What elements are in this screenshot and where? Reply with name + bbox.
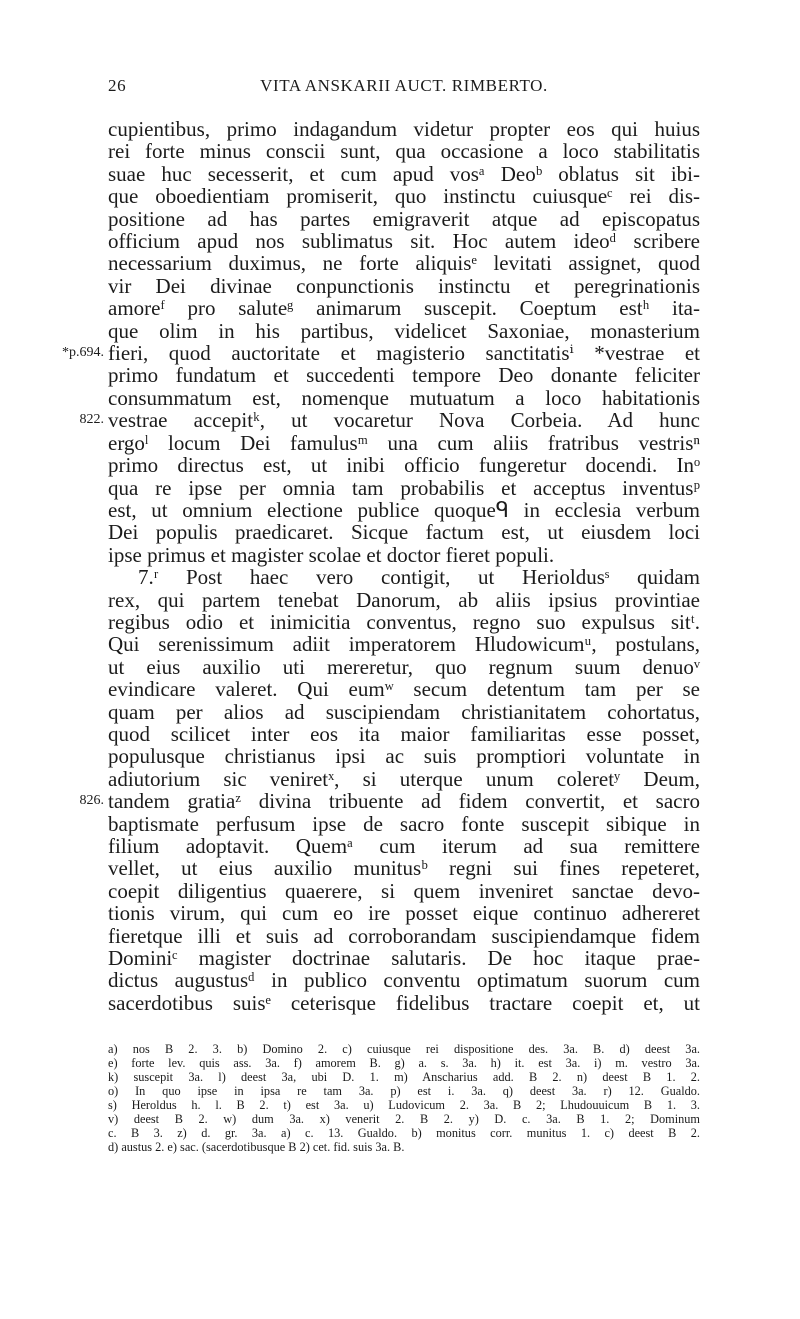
line-text: qua re ipse per omnia tam probabilis et acceptus inventusᵖ — [108, 475, 700, 500]
line-text: ergoˡ locum Dei famulusᵐ una cum aliis fratribus vestrisⁿ — [108, 430, 700, 455]
line-text: officium apud nos sublimatus sit. Hoc autem ideoᵈ scribere — [108, 229, 700, 254]
footnote-line: d) austus 2. e) sac. (sacerdotibusque B 2) cet. fid. suis 3a. B. — [108, 1140, 405, 1155]
line-text: dictus augustusᵈ in publico conventu optimatum suorum cum — [108, 968, 700, 993]
footnote-line: c. B 3. z) d. gr. 3a. a) c. 13. Gualdo. b) monitus corr. munitus 1. c) deest B 2. — [108, 1126, 700, 1141]
text-line — [108, 477, 700, 499]
line-text: cupientibus, primo indagandum videtur propter eos qui huius — [108, 117, 700, 141]
line-text: que oboedientiam promiserit, quo instinctu cuiusqueᶜ rei dis- — [108, 184, 700, 209]
line-text: primo fundatum et succedenti tempore Deo donante feliciter — [108, 363, 700, 388]
line-text: positione ad has partes emigraverit atque ad episcopatus — [108, 206, 700, 231]
footnotes — [108, 1042, 700, 1154]
text-line — [108, 768, 700, 790]
text-line — [108, 140, 700, 162]
text-line — [108, 701, 700, 723]
text-line — [108, 566, 700, 588]
line-text: consummatum est, nomenque mutuatum a loco habitationis — [108, 385, 700, 410]
line-text: baptismate perfusum ipse de sacro fonte suscepit sibique in — [108, 811, 700, 836]
text-line — [108, 297, 700, 319]
running-header — [108, 76, 700, 100]
text-line — [108, 364, 700, 386]
line-text: ipse primus et magister scolae et doctor fieret populi. — [108, 542, 555, 567]
text-line — [108, 118, 700, 140]
footnote-line: s) Heroldus h. l. B 2. t) est 3a. u) Ludovicum 2. 3a. B 2; Lhudouuicum B 1. 3. — [108, 1098, 700, 1113]
text-line — [108, 947, 700, 969]
line-text: Dominiᶜ magister doctrinae salutaris. De hoc itaque prae- — [108, 946, 700, 971]
text-line — [108, 992, 700, 1014]
line-text: tionis virum, qui cum eo ire posset eique continuo adhereret — [108, 901, 700, 926]
line-text: populusque christianus ipsi ac suis promptiori voluntate in — [108, 744, 700, 769]
line-text: primo directus est, ut inibi officio fungeretur docendi. Inᵒ — [108, 453, 700, 478]
footnote-line: o) In quo ipse in ipsa re tam 3a. p) est i. 3a. q) deest 3a. r) 12. Gualdo. — [108, 1084, 700, 1099]
line-text: rei forte minus conscii sunt, qua occasione a loco stabilitatis — [108, 139, 700, 164]
line-text: evindicare valeret. Qui eumʷ secum detentum tam per se — [108, 677, 700, 702]
footnote-line: k) suscepit 3a. l) deest 3a, ubi D. 1. m) Anscharius add. B 2. n) deest B 1. 2. — [108, 1070, 700, 1085]
line-text: quam per alios ad suscipiendam christianitatem cohortatus, — [108, 699, 700, 724]
main-text — [62, 117, 700, 1015]
text-line — [108, 880, 700, 902]
line-text: 7.ʳ Post haec vero contigit, ut Herioldusˢ quidam — [138, 565, 700, 590]
text-line — [108, 230, 700, 252]
text-line — [108, 969, 700, 991]
line-text: coepit diligentius quaerere, si quem inveniret sanctae devo- — [108, 878, 700, 903]
line-text: amoreᶠ pro saluteᵍ animarum suscepit. Coeptum estʰ ita- — [108, 296, 700, 321]
line-text: regibus odio et inimicitia conventus, regno suo expulsus sitᵗ. — [108, 609, 700, 634]
margin-note: 822. — [79, 412, 104, 428]
line-text: tandem gratiaᶻ divina tribuente ad fidem convertit, et sacro — [108, 789, 700, 814]
line-text: adiutorium sic veniretˣ, si uterque unum coleretʸ Deum, — [108, 766, 700, 791]
line-text: vellet, ut eius auxilio munitusᵇ regni sui fines repeteret, — [108, 856, 700, 881]
text-line — [108, 925, 700, 947]
text-line — [79, 789, 700, 814]
footnote-line: e) forte lev. quis ass. 3a. f) amorem B. g) a. s. 3a. h) it. est 3a. i) m. vestro 3a. — [108, 1056, 700, 1071]
line-text: vestrae accepitᵏ, ut vocaretur Nova Corbeia. Ad hunc — [108, 408, 700, 433]
text-line — [108, 521, 700, 543]
text-line — [108, 544, 700, 566]
text-line — [108, 589, 700, 611]
text-line — [108, 902, 700, 924]
text-line — [108, 678, 700, 700]
text-line — [108, 857, 700, 879]
text-line — [108, 320, 700, 342]
text-line — [108, 454, 700, 476]
line-text: ut eius auxilio uti mereretur, quo regnum suum denuoᵛ — [108, 654, 700, 679]
text-line — [108, 499, 700, 521]
line-text: vir Dei divinae conpunctionis instinctu et peregrinationis — [108, 273, 700, 298]
text-line — [108, 163, 700, 185]
page-number: 26 — [108, 76, 127, 95]
text-line — [108, 723, 700, 745]
line-text: filium adoptavit. Quemᵃ cum iterum ad sua remittere — [108, 834, 700, 858]
text-line — [79, 408, 700, 433]
line-text: suae huc secesserit, et cum apud vosᵃ Deoᵇ oblatus sit ibi- — [108, 161, 700, 186]
margin-note: *p.694. — [62, 345, 104, 361]
text-line — [108, 432, 700, 454]
text-line — [108, 633, 700, 655]
line-text: est, ut omnium electione publice quoqueᑫ in ecclesia verbum — [108, 497, 700, 522]
text-line — [108, 387, 700, 409]
line-text: que olim in his partibus, videlicet Saxoniae, monasterium — [108, 318, 700, 343]
text-line — [108, 252, 700, 274]
text-line — [108, 835, 700, 857]
text-line — [108, 813, 700, 835]
text-line — [108, 745, 700, 767]
line-text: fieretque illi et suis ad corroborandam suscipiendamque fidem — [108, 923, 700, 948]
text-line — [108, 656, 700, 678]
text-line — [108, 208, 700, 230]
text-line — [62, 341, 700, 366]
running-title: VITA ANSKARII AUCT. RIMBERTO. — [260, 76, 548, 95]
footnote-line: a) nos B 2. 3. b) Domino 2. c) cuiusque rei dispositione des. 3a. B. d) deest 3a. — [108, 1042, 700, 1056]
line-text: rex, qui partem tenebat Danorum, ab aliis ipsius provintiae — [108, 587, 700, 612]
margin-note: 826. — [79, 793, 104, 809]
line-text: fieri, quod auctoritate et magisterio sanctitatisⁱ *vestrae et — [108, 341, 700, 366]
text-line — [108, 275, 700, 297]
text-line — [108, 185, 700, 207]
line-text: necessarium duximus, ne forte aliquisᵉ levitati assignet, quod — [108, 251, 700, 276]
line-text: sacerdotibus suisᵉ ceterisque fidelibus tractare coepit et, ut — [108, 990, 700, 1015]
line-text: quod scilicet inter eos ita maior familiaritas esse posset, — [108, 721, 700, 746]
line-text: Qui serenissimum adiit imperatorem Hludowicumᵘ, postulans, — [108, 632, 700, 657]
text-line — [108, 611, 700, 633]
line-text: Dei populis praedicaret. Sicque factum est, ut eiusdem loci — [108, 520, 700, 545]
footnote-line: v) deest B 2. w) dum 3a. x) venerit 2. B 2. y) D. c. 3a. B 1. 2; Dominum — [108, 1112, 700, 1127]
